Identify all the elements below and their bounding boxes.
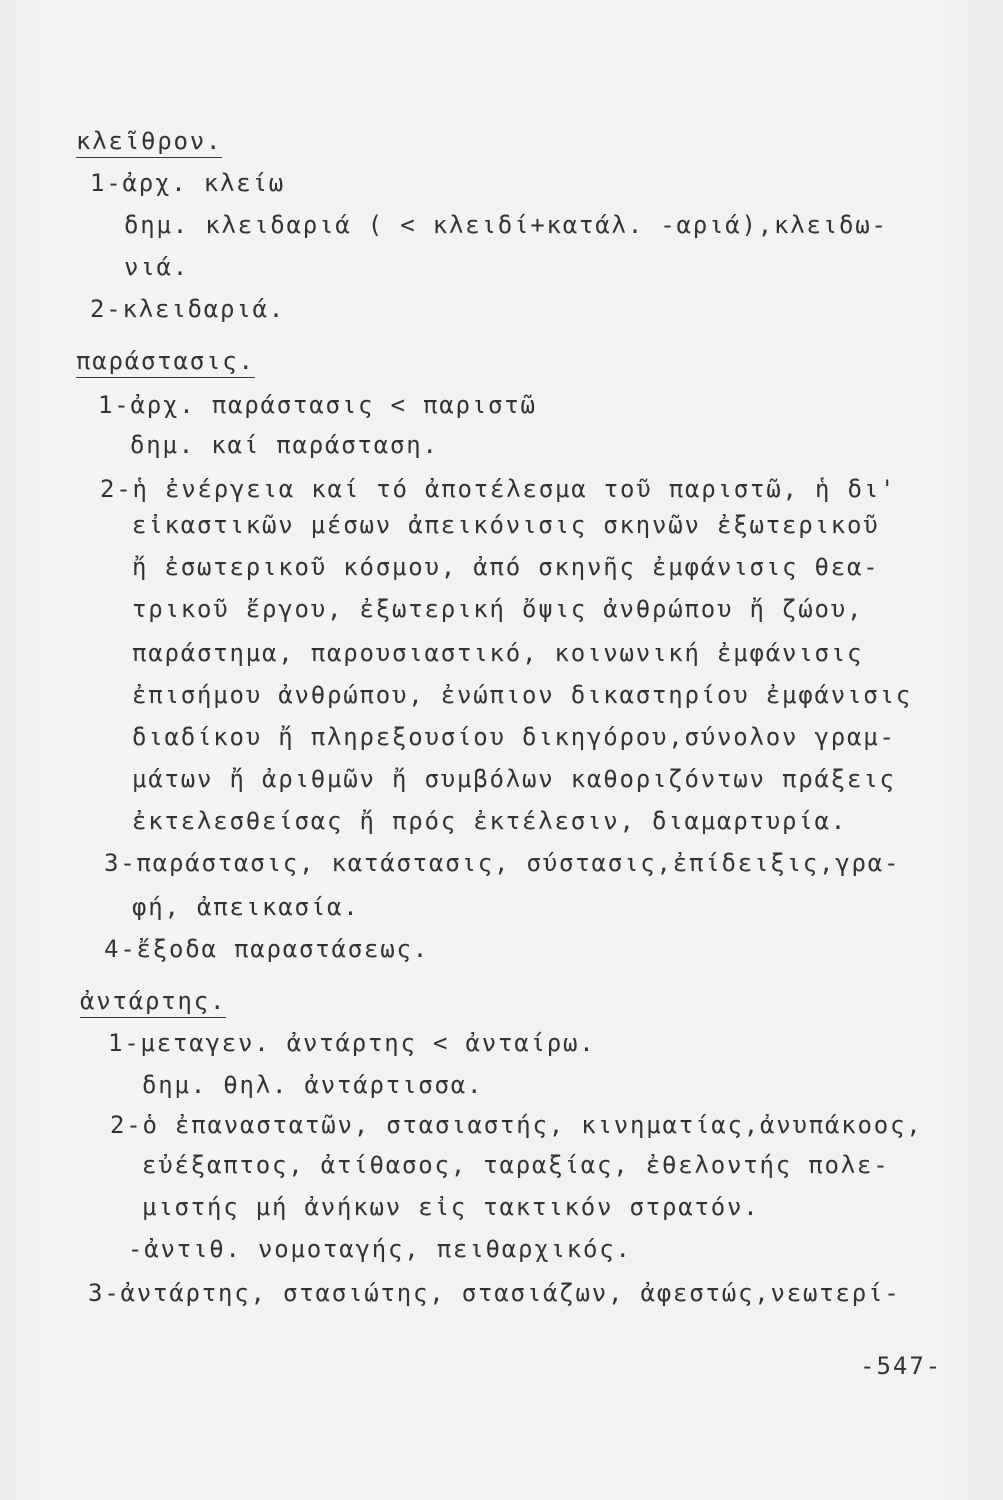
entry-line: νιά. xyxy=(124,253,189,281)
entry-line: ἐκτελεσθείσας ἤ πρός ἐκτέλεσιν, διαμαρτυρία. xyxy=(132,807,847,835)
entry-headword: παράστασις. xyxy=(76,346,255,378)
entry-line: 2-ὁ ἐπαναστατῶν, στασιαστής, κινηματίας,ἀνυπάκοος, xyxy=(110,1111,923,1139)
entry-headword: ἀντάρτης. xyxy=(80,986,226,1018)
entry-line: δημ. θηλ. ἀντάρτισσα. xyxy=(142,1071,484,1099)
entry-headword: κλεῖθρον. xyxy=(76,126,222,158)
entry-line: διαδίκου ἤ πληρεξουσίου δικηγόρου,σύνολον γραμ- xyxy=(132,723,896,751)
entry-line: παράστημα, παρουσιαστικό, κοινωνική ἐμφάνισις xyxy=(132,639,864,667)
entry-line: 1-ἀρχ. παράστασις < παριστῶ xyxy=(98,391,537,419)
entry-line: δημ. καί παράσταση. xyxy=(130,431,439,459)
entry-line: 4-ἔξοδα παραστάσεως. xyxy=(104,935,429,963)
entry-line: 1-ἀρχ. κλείω xyxy=(90,169,285,197)
entry-line: 2-ἡ ἐνέργεια καί τό ἀποτέλεσμα τοῦ παριστῶ, ἡ δι' xyxy=(100,475,897,503)
entry-line: ἐπισήμου ἀνθρώπου, ἐνώπιον δικαστηρίου ἐμφάνισις xyxy=(132,681,912,709)
entry-line: 1-μεταγεν. ἀντάρτης < ἀνταίρω. xyxy=(108,1029,596,1057)
entry-line: εὐέξαπτος, ἀτίθασος, ταραξίας, ἐθελοντής πολε- xyxy=(142,1151,890,1179)
entry-line: φή, ἀπεικασία. xyxy=(132,893,360,921)
entry-line: εἰκαστικῶν μέσων ἀπεικόνισις σκηνῶν ἐξωτερικοῦ xyxy=(132,511,880,539)
entry-line: -ἀντιθ. νομοταγής, πειθαρχικός. xyxy=(128,1235,632,1263)
entry-line: μιστής μή ἀνήκων εἰς τακτικόν στρατόν. xyxy=(142,1193,760,1221)
entry-line: 3-παράστασις, κατάστασις, σύστασις,ἐπίδειξις,γρα- xyxy=(104,849,901,877)
entry-line: 2-κλειδαριά. xyxy=(90,295,285,323)
entry-line: δημ. κλειδαριά ( < κλειδί+κατάλ. -αριά),κλειδω- xyxy=(124,211,888,239)
entry-line: ἤ ἐσωτερικοῦ κόσμου, ἀπό σκηνῆς ἐμφάνισις θεα- xyxy=(132,553,880,581)
entry-line: 3-ἀντάρτης, στασιώτης, στασιάζων, ἀφεστώς,νεωτερί- xyxy=(88,1279,901,1307)
entry-line: τρικοῦ ἔργου, ἐξωτερική ὄψις ἀνθρώπου ἤ ζώου, xyxy=(132,595,864,623)
entry-line: μάτων ἤ ἀριθμῶν ἤ συμβόλων καθοριζόντων πράξεις xyxy=(132,765,896,793)
page-number: -547- xyxy=(860,1352,943,1380)
